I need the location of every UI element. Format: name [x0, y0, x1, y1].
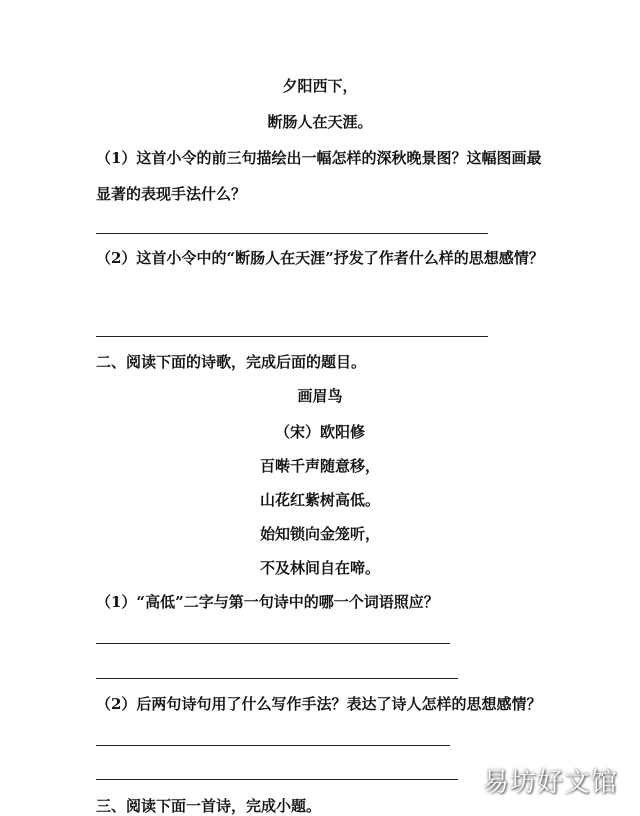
poem-line: 百啭千声随意移， — [259, 457, 380, 475]
answer-line — [96, 779, 458, 780]
question-text: （1）“高低”二字与第一句诗中的哪一个词语照应？ — [96, 593, 439, 611]
poem-line: 始知锁向金笼听， — [259, 525, 380, 543]
answer-line — [96, 233, 488, 234]
poem-author: （宋）欧阳修 — [274, 423, 365, 441]
question-text: （1）这首小令的前三句描绘出一幅怎样的深秋晚景图？这幅图画最 — [96, 149, 542, 167]
answer-line — [96, 678, 458, 679]
poem-line: 断肠人在天涯。 — [267, 113, 373, 131]
question-text: （2）后两句诗句用了什么写作手法？表达了诗人怎样的思想感情？ — [96, 695, 542, 713]
question-text: （2）这首小令中的“断肠人在天涯”抒发了作者什么样的思想感情？ — [96, 249, 544, 267]
answer-line — [96, 336, 488, 337]
poem-title: 画眉鸟 — [297, 387, 343, 405]
watermark-logo: 易坊好文馆 — [482, 768, 618, 798]
section-heading: 三、阅读下面一首诗，完成小题。 — [96, 797, 322, 815]
answer-line — [96, 643, 450, 644]
section-heading: 二、阅读下面的诗歌，完成后面的题目。 — [96, 353, 367, 371]
poem-line: 不及林间自在啼。 — [259, 559, 380, 577]
answer-line — [96, 745, 450, 746]
poem-line: 夕阳西下， — [282, 77, 358, 95]
poem-line: 山花红紫树高低。 — [259, 491, 380, 509]
question-text: 显著的表现手法什么？ — [96, 185, 247, 203]
